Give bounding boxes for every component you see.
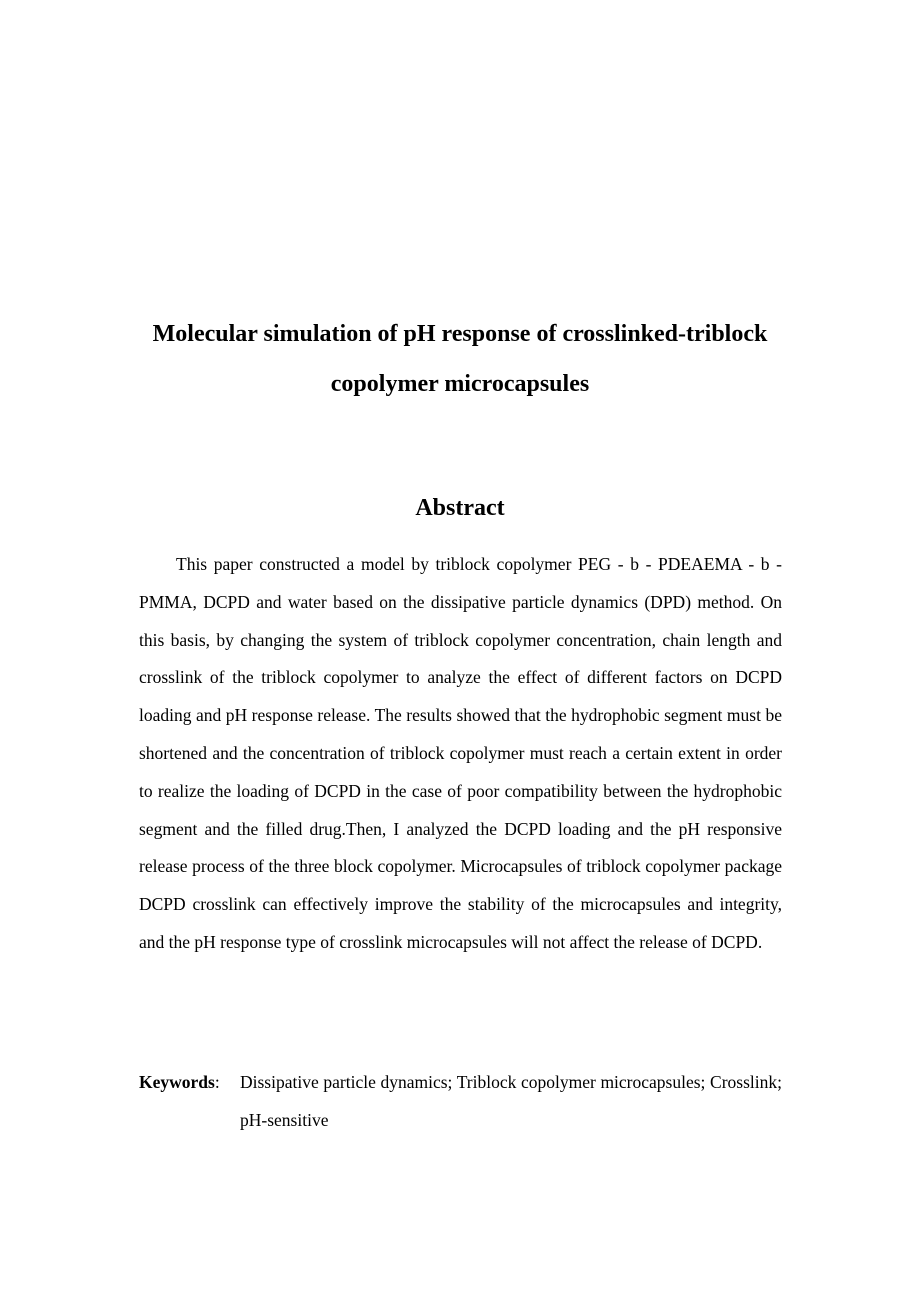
keywords-label-group: [139, 1064, 240, 1102]
keywords-section: [139, 1064, 782, 1140]
keywords-separator: :: [214, 1072, 220, 1092]
paper-title-line-1: Molecular simulation of pH response of crosslinked-triblock: [152, 321, 768, 347]
abstract-heading: Abstract: [415, 495, 505, 521]
paper-title-line-2: copolymer microcapsules: [330, 371, 590, 397]
keywords-list: Dissipative particle dynamics; Triblock copolymer microcapsules; Crosslink; pH-sensitive: [240, 1072, 782, 1130]
paper-title: [100, 309, 820, 409]
keywords-label: Keywords: [139, 1072, 215, 1092]
abstract-body: This paper constructed a model by triblock copolymer PEG - b - PDEAEMA - b - PMMA, DCPD and water based on the dissipative particle dynamics (DPD) method. On this basis, by changing the system of triblock copolymer concentration, chain length and crosslink of the triblock copolymer to analyze the effect of different factors on DCPD loading and pH response release. The results showed that the hydrophobic segment must be shortened and the concentration of triblock copolymer must reach a certain extent in order to realize the loading of DCPD in the case of poor compatibility between the hydrophobic segment and the filled drug.Then, I analyzed the DCPD loading and the pH responsive release process of the three block copolymer. Microcapsules of triblock copolymer package DCPD crosslink can effectively improve the stability of the microcapsules and integrity, and the pH response type of crosslink microcapsules will not affect the release of DCPD.: [139, 554, 782, 952]
